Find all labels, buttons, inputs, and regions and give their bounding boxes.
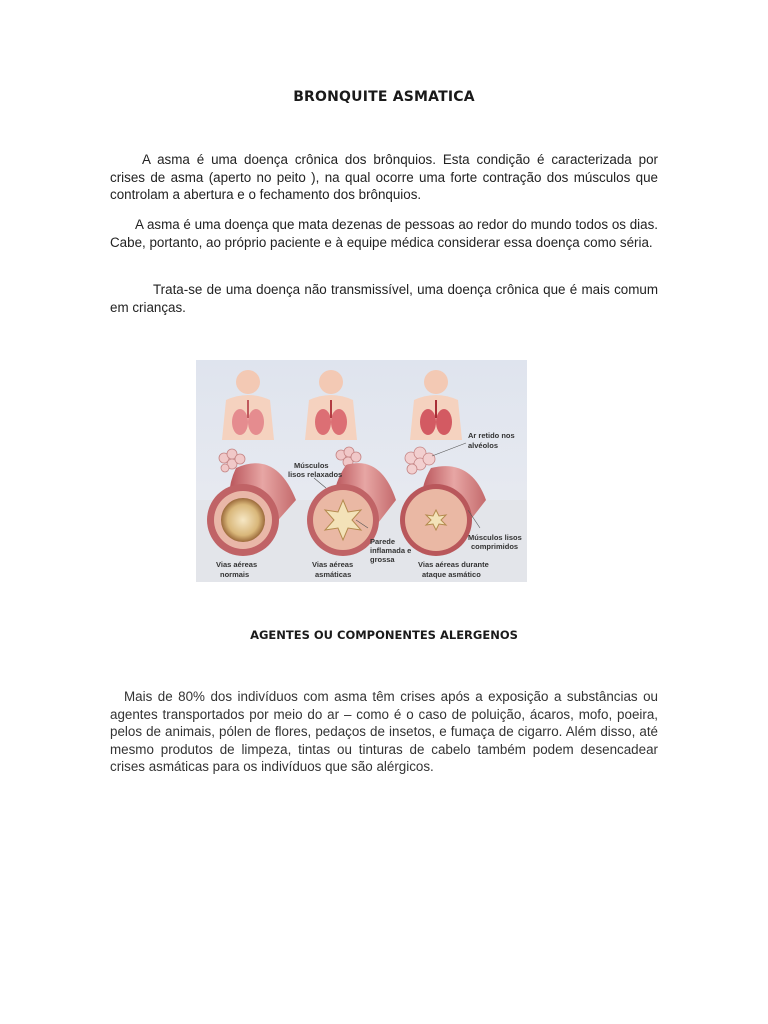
label-vias-normais-2: normais [220,570,250,579]
label-vias-asmaticas-1: Vias aéreas [312,560,354,569]
label-musculos-comprimidos-1: Músculos lisos [468,533,522,542]
label-musculos-comprimidos-2: comprimidos [471,542,519,551]
label-parede-3: grossa [370,555,395,564]
label-vias-normais-1: Vias aéreas [216,560,258,569]
label-vias-ataque-1: Vias aéreas durante [418,560,489,569]
label-vias-ataque-2: ataque asmático [422,570,481,579]
label-musculos-relaxados-2: lisos relaxados [288,470,343,479]
label-vias-asmaticas-2: asmáticas [315,570,352,579]
paragraph-1: A asma é uma doença crônica dos brônquios. Esta condição é caracterizada por crises de asma (aperto no peito ), na qual ocorre uma forte contração dos músculos que controlam a abertura e o fechamento dos brônquios. [110,152,658,202]
label-ar-retido-2: alvéolos [468,441,499,450]
section-paragraph: Mais de 80% dos indivíduos com asma têm crises após a exposição a substâncias ou agentes transportados por meio do ar – como é o caso de poluição, ácaros, mofo, poeira, pelos de animais, pólen de flores, pedaços de insetos, e fumaça de cigarro. Além disso, até mesmo produtos de limpeza, tintas ou tinturas de cabelo também podem desencadear crises asmáticas para os indivíduos que são alérgicos. [110,689,658,774]
asthma-airways-illustration [196,360,527,582]
label-parede-1: Parede [370,537,396,546]
section-title: AGENTES OU COMPONENTES ALERGENOS [250,628,518,642]
paragraph-3: Trata-se de uma doença não transmissível, uma doença crônica que é mais comum em crianças. [110,282,658,315]
paragraph-2: A asma é uma doença que mata dezenas de pessoas ao redor do mundo todos os dias. Cabe, portanto, ao próprio paciente e à equipe médica considerar essa doença como séria. [110,217,658,250]
document-title: BRONQUITE ASMATICA [293,89,475,105]
label-musculos-relaxados-1: Músculos [294,461,329,470]
label-parede-2: inflamada e [370,546,412,555]
label-ar-retido-1: Ar retido nos [468,431,515,440]
